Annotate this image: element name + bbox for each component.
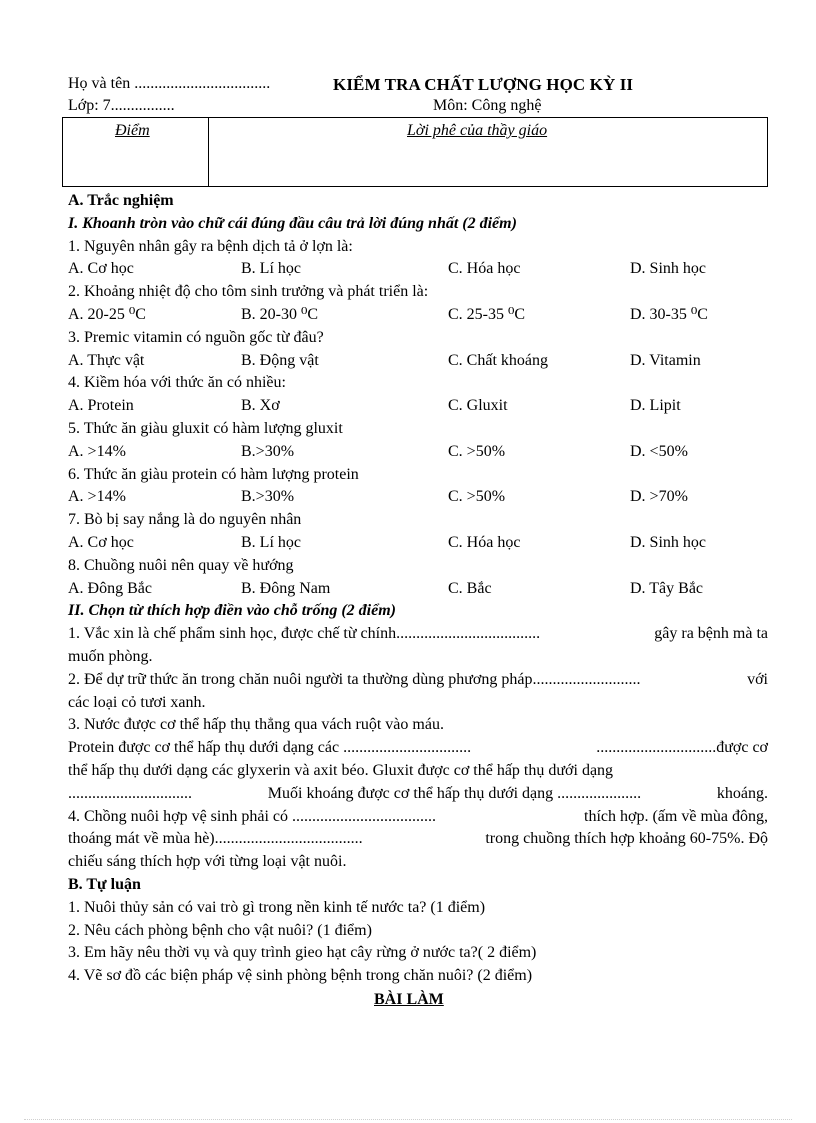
answer-option[interactable]: B. Đông Nam [241,579,331,597]
fill-in-line [68,851,768,874]
answer-options-row [68,578,768,601]
fill-in-text: khoáng. [716,784,768,802]
fill-in-line [68,828,768,851]
fill-in-line [68,623,768,646]
subject-line: Môn: Công nghệ [433,97,542,114]
fill-in-text: chiếu sáng thích hợp với từng loại vật nuôi. [68,853,347,871]
answer-option[interactable]: B. Xơ [241,397,280,415]
answer-option[interactable]: A. Protein [68,397,134,415]
fill-in-text: 2. Để dự trữ thức ăn trong chăn nuôi người ta thường dùng phương pháp........................... [68,670,641,688]
answer-options-row [68,258,768,281]
essay-question: 3. Em hãy nêu thời vụ và quy trình gieo hạt cây rừng ở nước ta?( 2 điểm) [68,944,537,962]
question-text: 8. Chuồng nuôi nên quay về hướng [68,556,294,574]
fill-in-text: gây ra bệnh mà ta [654,625,768,643]
fill-in-questions [68,623,768,874]
answer-option[interactable]: D. Sinh học [630,260,706,278]
fill-in-line [68,737,768,760]
answer-option[interactable]: C. Chất khoáng [448,351,548,369]
question-text: 5. Thức ăn giàu gluxit có hàm lượng gluxit [68,419,343,437]
answer-option[interactable]: D. 30-35 ⁰C [630,305,708,323]
table-divider [208,118,209,186]
exam-content [68,190,768,988]
essay-questions [68,897,768,988]
answer-option[interactable]: C. >50% [448,442,506,460]
fill-in-text: 1. Vắc xin là chế phẩm sinh học, được chế từ chính.................................... [68,625,541,643]
answer-section-title: BÀI LÀM [374,991,444,1008]
fill-in-line [68,714,768,737]
answer-option[interactable]: A. >14% [68,488,126,506]
answer-option[interactable]: B. Lí học [241,533,301,551]
question-text: 4. Kiềm hóa với thức ăn có nhiều: [68,374,286,392]
footer-dotted-line [24,1119,792,1120]
fill-in-line [68,646,768,669]
answer-option[interactable]: B.>30% [241,442,295,460]
fill-in-text: 4. Chồng nuôi hợp vệ sinh phải có .................................... [68,807,436,825]
answer-option[interactable]: D. Sinh học [630,533,706,551]
answer-option[interactable]: A. Đông Bắc [68,579,152,597]
answer-option[interactable]: C. Gluxit [448,397,508,415]
fill-in-line [68,669,768,692]
answer-option[interactable]: C. Hóa học [448,260,521,278]
fill-in-text: Muối khoáng được cơ thể hấp thụ dưới dạng ..................... [267,784,642,802]
answer-option[interactable]: D. Lipit [630,397,681,415]
section-a-title: A. Trắc nghiệm [68,192,174,209]
question-text: 2. Khoảng nhiệt độ cho tôm sinh trưởng và phát triển là: [68,283,429,301]
class-line: Lớp: 7................ [68,97,175,114]
answer-option[interactable]: A. Thực vật [68,351,145,369]
fill-in-text: ..............................được cơ [596,739,768,757]
question-text: 1. Nguyên nhân gây ra bệnh dịch tả ở lợn là: [68,237,353,255]
teacher-comment-column-header: Lời phê của thầy giáo [407,122,548,139]
question-text: 6. Thức ăn giàu protein có hàm lượng protein [68,465,359,483]
answer-option[interactable]: B. 20-30 ⁰C [241,305,319,323]
answer-options-row [68,532,768,555]
answer-option[interactable]: B.>30% [241,488,295,506]
essay-question: 1. Nuôi thủy sản có vai trò gì trong nền kinh tế nước ta? (1 điểm) [68,898,486,916]
answer-option[interactable]: A. 20-25 ⁰C [68,305,146,323]
exam-title: KIỂM TRA CHẤT LƯỢNG HỌC KỲ II [333,75,634,94]
fill-in-text: muốn phòng. [68,647,153,665]
section-b-title: B. Tự luận [68,875,141,893]
score-column-header: Điểm [115,122,150,139]
answer-option[interactable]: D. Tây Bắc [630,579,704,597]
fill-in-text: Protein được cơ thể hấp thụ dưới dạng các ................................ [68,739,472,757]
student-name-line: Họ và tên .................................. [68,75,271,92]
answer-options-row [68,304,768,327]
fill-in-text: các loại cỏ tươi xanh. [68,693,206,711]
fill-in-text: với [747,670,768,688]
answer-option[interactable]: D. <50% [630,442,688,460]
answer-option[interactable]: A. Cơ học [68,260,134,278]
question-text: 7. Bò bị say nắng là do nguyên nhân [68,511,302,529]
part-2-title: II. Chọn từ thích hợp điền vào chỗ trống (2 điểm) [68,602,396,620]
answer-option[interactable]: C. 25-35 ⁰C [448,305,526,323]
answer-options-row [68,350,768,373]
fill-in-text: thích hợp. (ấm về mùa đông, [584,807,768,825]
fill-in-text: thoáng mát về mùa hè)..................................... [68,830,363,848]
fill-in-text: 3. Nước được cơ thể hấp thụ thẳng qua vách ruột vào máu. [68,716,444,734]
answer-option[interactable]: D. Vitamin [630,351,701,369]
multiple-choice-questions [68,236,768,601]
essay-question: 2. Nêu cách phòng bệnh cho vật nuôi? (1 điểm) [68,921,372,939]
answer-option[interactable]: D. >70% [630,488,688,506]
fill-in-text: ............................... [68,784,192,802]
fill-in-line [68,783,768,806]
part-1-title: I. Khoanh tròn vào chữ cái đúng đầu câu trả lời đúng nhất (2 điểm) [68,214,517,232]
answer-options-row [68,486,768,509]
question-text: 3. Premic vitamin có nguồn gốc từ đâu? [68,328,324,346]
answer-option[interactable]: C. Bắc [448,579,492,597]
answer-options-row [68,395,768,418]
score-comment-table [62,117,768,187]
answer-option[interactable]: B. Động vật [241,351,319,369]
fill-in-line [68,760,768,783]
fill-in-line [68,692,768,715]
answer-option[interactable]: A. Cơ học [68,533,134,551]
answer-option[interactable]: C. >50% [448,488,506,506]
answer-options-row [68,441,768,464]
answer-option[interactable]: C. Hóa học [448,533,521,551]
answer-option[interactable]: B. Lí học [241,260,301,278]
essay-question: 4. Vẽ sơ đồ các biện pháp vệ sinh phòng bệnh trong chăn nuôi? (2 điểm) [68,967,533,985]
answer-option[interactable]: A. >14% [68,442,126,460]
fill-in-line [68,806,768,829]
fill-in-text: thể hấp thụ dưới dạng các glyxerin và axit béo. Gluxit được cơ thể hấp thụ dưới dạng [68,761,614,779]
fill-in-text: trong chuồng thích hợp khoảng 60-75%. Độ [485,830,768,848]
